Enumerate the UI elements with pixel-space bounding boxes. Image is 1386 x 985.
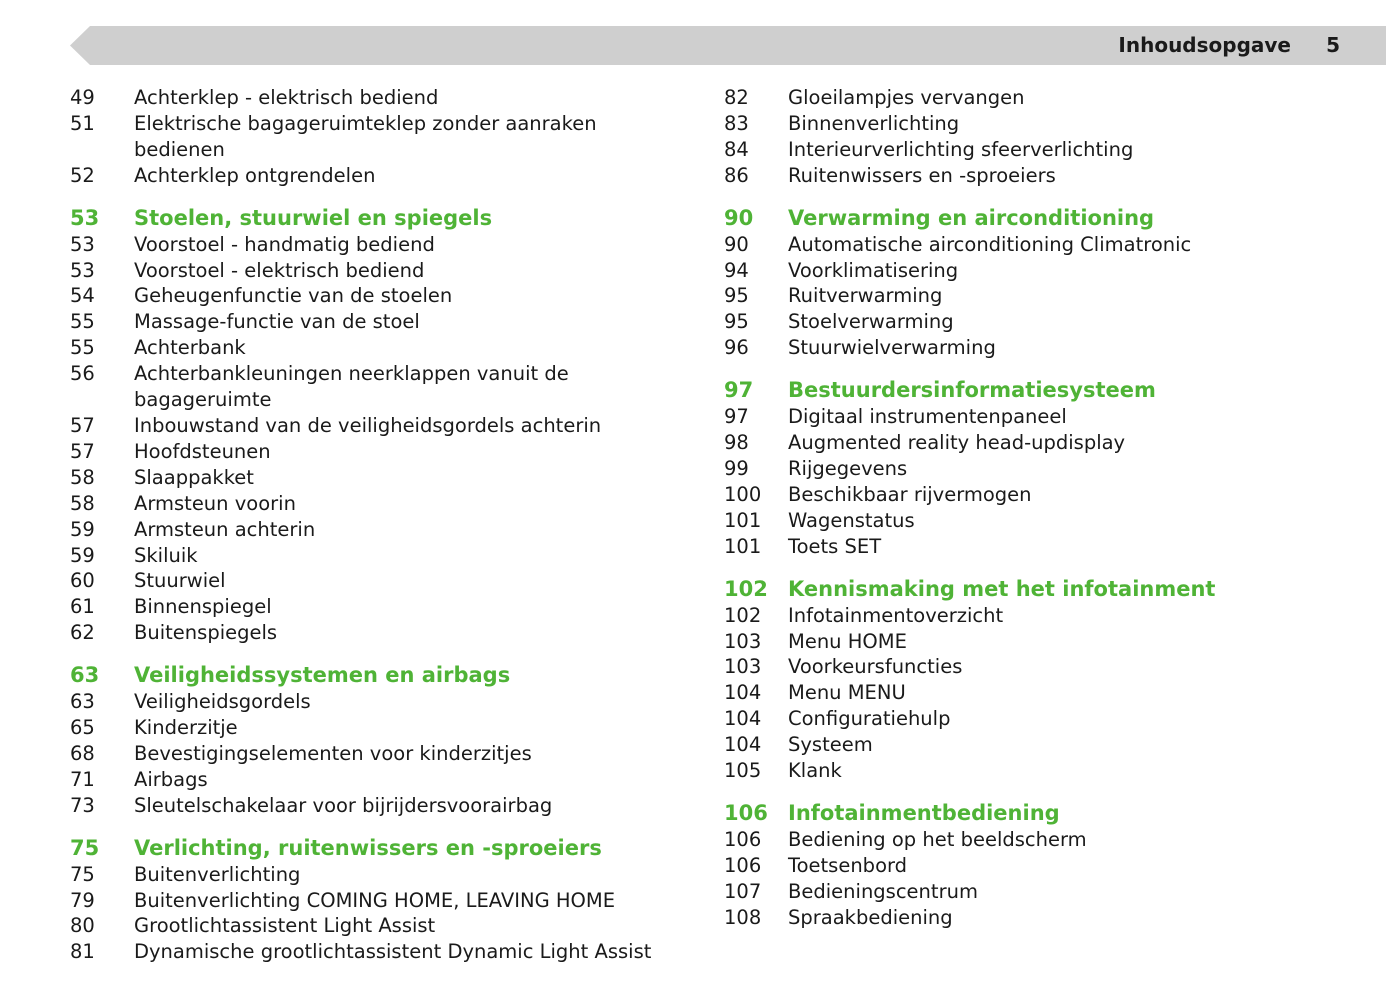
entry-title: Dynamische grootlichtassistent Dynamic Light Assist (134, 940, 652, 964)
toc-entry[interactable] (70, 309, 690, 335)
page-header (70, 26, 1386, 65)
entry-title: Ruitverwarming (788, 284, 943, 308)
entry-title: Menu HOME (788, 629, 907, 653)
toc-entry[interactable] (70, 491, 690, 517)
toc-entry[interactable] (724, 430, 1364, 456)
toc-entry[interactable] (70, 862, 690, 888)
entry-title: Automatische airconditioning Climatronic (788, 232, 1192, 256)
entry-page-number: 83 (724, 111, 749, 135)
entry-page-number: 108 (724, 905, 762, 929)
entry-title: Klank (788, 759, 842, 783)
toc-entry[interactable] (70, 568, 690, 594)
entry-title: Augmented reality head-updisplay (788, 431, 1126, 455)
toc-section-heading[interactable] (724, 205, 1364, 231)
entry-title: Stuurwielverwarming (788, 336, 996, 360)
entry-page-number: 60 (70, 569, 95, 593)
entry-page-number: 99 (724, 456, 749, 480)
entry-page-number: 68 (70, 741, 95, 765)
entry-title: Binnenspiegel (134, 595, 272, 619)
section-page-number: 106 (724, 800, 768, 825)
entry-title: Systeem (788, 733, 873, 757)
toc-entry[interactable] (70, 413, 690, 439)
toc-entry[interactable] (724, 706, 1364, 732)
toc-entry[interactable] (724, 853, 1364, 879)
entry-title: Wagenstatus (788, 508, 915, 532)
entry-page-number: 105 (724, 759, 762, 783)
entry-page-number: 84 (724, 137, 749, 161)
entry-page-number: 51 (70, 111, 95, 135)
toc-entry[interactable] (70, 543, 690, 569)
entry-page-number: 86 (724, 163, 749, 187)
entry-title: Voorkeursfuncties (788, 655, 963, 679)
entry-page-number: 79 (70, 888, 95, 912)
entry-title: Kinderzitje (134, 716, 238, 740)
section-title: Verwarming en airconditioning (788, 205, 1155, 230)
entry-title: Buitenverlichting COMING HOME, LEAVING HOME (134, 888, 616, 912)
entry-page-number: 55 (70, 310, 95, 334)
entry-title: Beschikbaar rijvermogen (788, 482, 1032, 506)
toc-section-heading[interactable] (70, 205, 690, 231)
entry-title: Veiligheidsgordels (134, 690, 311, 714)
entry-page-number: 52 (70, 163, 95, 187)
entry-title: Armsteun voorin (134, 491, 296, 515)
entry-title: Hoofdsteunen (134, 439, 271, 463)
entry-page-number: 106 (724, 853, 762, 877)
entry-page-number: 90 (724, 232, 749, 256)
section-title: Infotainmentbediening (788, 800, 1060, 825)
toc-entry[interactable] (724, 680, 1364, 706)
entry-page-number: 104 (724, 733, 762, 757)
entry-title: Interieurverlichting sfeerverlichting (788, 137, 1134, 161)
toc-entry[interactable] (724, 404, 1364, 430)
section-page-number: 53 (70, 205, 100, 230)
toc-section-heading[interactable] (724, 576, 1364, 602)
entry-page-number: 101 (724, 534, 762, 558)
entry-title: Rijgegevens (788, 456, 908, 480)
entry-page-number: 62 (70, 621, 95, 645)
entry-title: Voorstoel - handmatig bediend (134, 232, 435, 256)
toc-entry[interactable] (70, 620, 690, 646)
toc-entry[interactable] (70, 387, 690, 413)
toc-entry[interactable] (724, 258, 1364, 284)
entry-page-number: 75 (70, 862, 95, 886)
toc-entry[interactable] (70, 465, 690, 491)
entry-page-number: 104 (724, 707, 762, 731)
toc-entry[interactable] (724, 456, 1364, 482)
toc-entry[interactable] (724, 732, 1364, 758)
toc-entry[interactable] (724, 603, 1364, 629)
toc-right-column (724, 85, 1364, 931)
entry-title: Skiluik (134, 543, 198, 567)
toc-entry[interactable] (70, 335, 690, 361)
toc-entry[interactable] (724, 232, 1364, 258)
entry-title: Buitenspiegels (134, 621, 278, 645)
entry-title: Stoelverwarming (788, 310, 954, 334)
entry-title: Configuratiehulp (788, 707, 951, 731)
entry-title: Armsteun achterin (134, 517, 316, 541)
entry-page-number: 53 (70, 232, 95, 256)
section-page-number: 75 (70, 835, 100, 860)
entry-page-number: 57 (70, 439, 95, 463)
entry-title: Toets SET (788, 534, 882, 558)
section-title: Stoelen, stuurwiel en spiegels (134, 205, 493, 230)
entry-page-number: 96 (724, 336, 749, 360)
entry-title: bagageruimte (134, 388, 272, 412)
toc-entry[interactable] (724, 905, 1364, 931)
entry-page-number (70, 387, 134, 413)
toc-entry[interactable] (724, 283, 1364, 309)
toc-entry[interactable] (70, 594, 690, 620)
entry-page-number: 71 (70, 767, 95, 791)
toc-entry[interactable] (70, 361, 690, 387)
section-title: Verlichting, ruitenwissers en -sproeiers (134, 835, 602, 860)
entry-page-number: 61 (70, 595, 95, 619)
entry-title: Bediening op het beeldscherm (788, 827, 1087, 851)
entry-page-number: 59 (70, 517, 95, 541)
section-page-number: 102 (724, 576, 768, 601)
toc-entry[interactable] (70, 163, 690, 189)
toc-entry[interactable] (70, 741, 690, 767)
toc-entry[interactable] (724, 335, 1364, 361)
entry-page-number: 82 (724, 86, 749, 109)
toc-entry[interactable] (724, 111, 1364, 137)
entry-title: Achterbank (134, 336, 246, 360)
toc-entry[interactable] (70, 439, 690, 465)
toc-entry[interactable] (70, 232, 690, 258)
toc-entry[interactable] (70, 689, 690, 715)
entry-page-number: 94 (724, 258, 749, 282)
toc-entry[interactable] (724, 654, 1364, 680)
toc-entry[interactable] (724, 758, 1364, 784)
entry-page-number: 58 (70, 465, 95, 489)
toc-entry[interactable] (70, 258, 690, 284)
toc-entry[interactable] (70, 793, 690, 819)
entry-title: Grootlichtassistent Light Assist (134, 914, 436, 938)
entry-title: Bedieningscentrum (788, 879, 978, 903)
toc-entry[interactable] (724, 879, 1364, 905)
entry-title: Buitenverlichting (134, 862, 301, 886)
entry-page-number: 65 (70, 716, 95, 740)
entry-page-number: 54 (70, 284, 95, 308)
toc-entry[interactable] (724, 629, 1364, 655)
entry-title: Slaappakket (134, 465, 254, 489)
toc-entry[interactable] (70, 283, 690, 309)
entry-title: Achterbankleuningen neerklappen vanuit de (134, 362, 569, 386)
entry-page-number: 104 (724, 681, 762, 705)
entry-page-number: 81 (70, 940, 95, 964)
page-title: Inhoudsopgave (1118, 33, 1291, 57)
toc-entry[interactable] (70, 939, 690, 965)
section-title: Kennismaking met het infotainment (788, 576, 1216, 601)
toc-entry[interactable] (724, 163, 1364, 189)
entry-title: Voorklimatisering (788, 258, 959, 282)
toc-entry[interactable] (724, 309, 1364, 335)
entry-page-number: 103 (724, 629, 762, 653)
toc-entry[interactable] (724, 85, 1364, 111)
entry-page-number: 97 (724, 405, 749, 429)
entry-title: Geheugenfunctie van de stoelen (134, 284, 453, 308)
toc-section-heading[interactable] (724, 800, 1364, 826)
entry-title: Digitaal instrumentenpaneel (788, 405, 1067, 429)
entry-title: Infotainmentoverzicht (788, 603, 1004, 627)
entry-title: Bevestigingselementen voor kinderzitjes (134, 741, 532, 765)
entry-title: Menu MENU (788, 681, 906, 705)
entry-page-number: 95 (724, 310, 749, 334)
toc-entry[interactable] (724, 508, 1364, 534)
entry-page-number: 106 (724, 827, 762, 851)
toc-entry[interactable] (724, 534, 1364, 560)
toc-entry[interactable] (724, 827, 1364, 853)
entry-page-number: 100 (724, 482, 762, 506)
toc-left-column (70, 85, 690, 965)
toc-entry[interactable] (70, 85, 690, 111)
entry-page-number: 58 (70, 491, 95, 515)
entry-page-number: 63 (70, 690, 95, 714)
entry-title: Toetsenbord (788, 853, 908, 877)
entry-page-number: 53 (70, 258, 95, 282)
toc-entry[interactable] (70, 111, 690, 163)
toc-entry[interactable] (70, 517, 690, 543)
entry-title: Massage-functie van de stoel (134, 310, 420, 334)
entry-page-number: 103 (724, 655, 762, 679)
toc-section-heading[interactable] (724, 377, 1364, 403)
toc-entry[interactable] (724, 137, 1364, 163)
entry-page-number: 102 (724, 603, 762, 627)
entry-title: Stuurwiel (134, 569, 226, 593)
entry-title: Airbags (134, 767, 208, 791)
entry-page-number: 55 (70, 336, 95, 360)
entry-title: Binnenverlichting (788, 111, 960, 135)
entry-page-number: 107 (724, 879, 762, 903)
entry-page-number: 98 (724, 431, 749, 455)
toc-entry[interactable] (724, 482, 1364, 508)
entry-page-number: 59 (70, 543, 95, 567)
section-title: Bestuurdersinformatiesysteem (788, 378, 1156, 403)
entry-title: Elektrische bagageruimteklep zonder aanraken bedienen (134, 111, 597, 161)
entry-title: Inbouwstand van de veiligheidsgordels achterin (134, 413, 602, 437)
entry-title: Achterklep ontgrendelen (134, 163, 376, 187)
toc-entry[interactable] (70, 767, 690, 793)
section-page-number: 90 (724, 205, 754, 230)
entry-page-number: 95 (724, 284, 749, 308)
section-page-number: 63 (70, 663, 100, 688)
toc-entry[interactable] (70, 888, 690, 914)
entry-title: Ruitenwissers en -sproeiers (788, 163, 1056, 187)
entry-title: Voorstoel - elektrisch bediend (134, 258, 425, 282)
entry-page-number: 73 (70, 793, 95, 817)
toc-entry[interactable] (70, 913, 690, 939)
page-number: 5 (1326, 33, 1340, 57)
section-page-number: 97 (724, 378, 754, 403)
entry-page-number: 56 (70, 362, 95, 386)
entry-page-number: 57 (70, 413, 95, 437)
entry-page-number: 80 (70, 914, 95, 938)
entry-title: Gloeilampjes vervangen (788, 86, 1025, 109)
entry-title: Achterklep - elektrisch bediend (134, 86, 439, 109)
entry-page-number: 49 (70, 86, 95, 109)
entry-title: Sleutelschakelaar voor bijrijdersvoorairbag (134, 793, 553, 817)
section-title: Veiligheidssystemen en airbags (134, 663, 511, 688)
toc-section-heading[interactable] (70, 835, 690, 861)
toc-section-heading[interactable] (70, 662, 690, 688)
entry-page-number: 101 (724, 508, 762, 532)
toc-entry[interactable] (70, 715, 690, 741)
entry-title: Spraakbediening (788, 905, 953, 929)
